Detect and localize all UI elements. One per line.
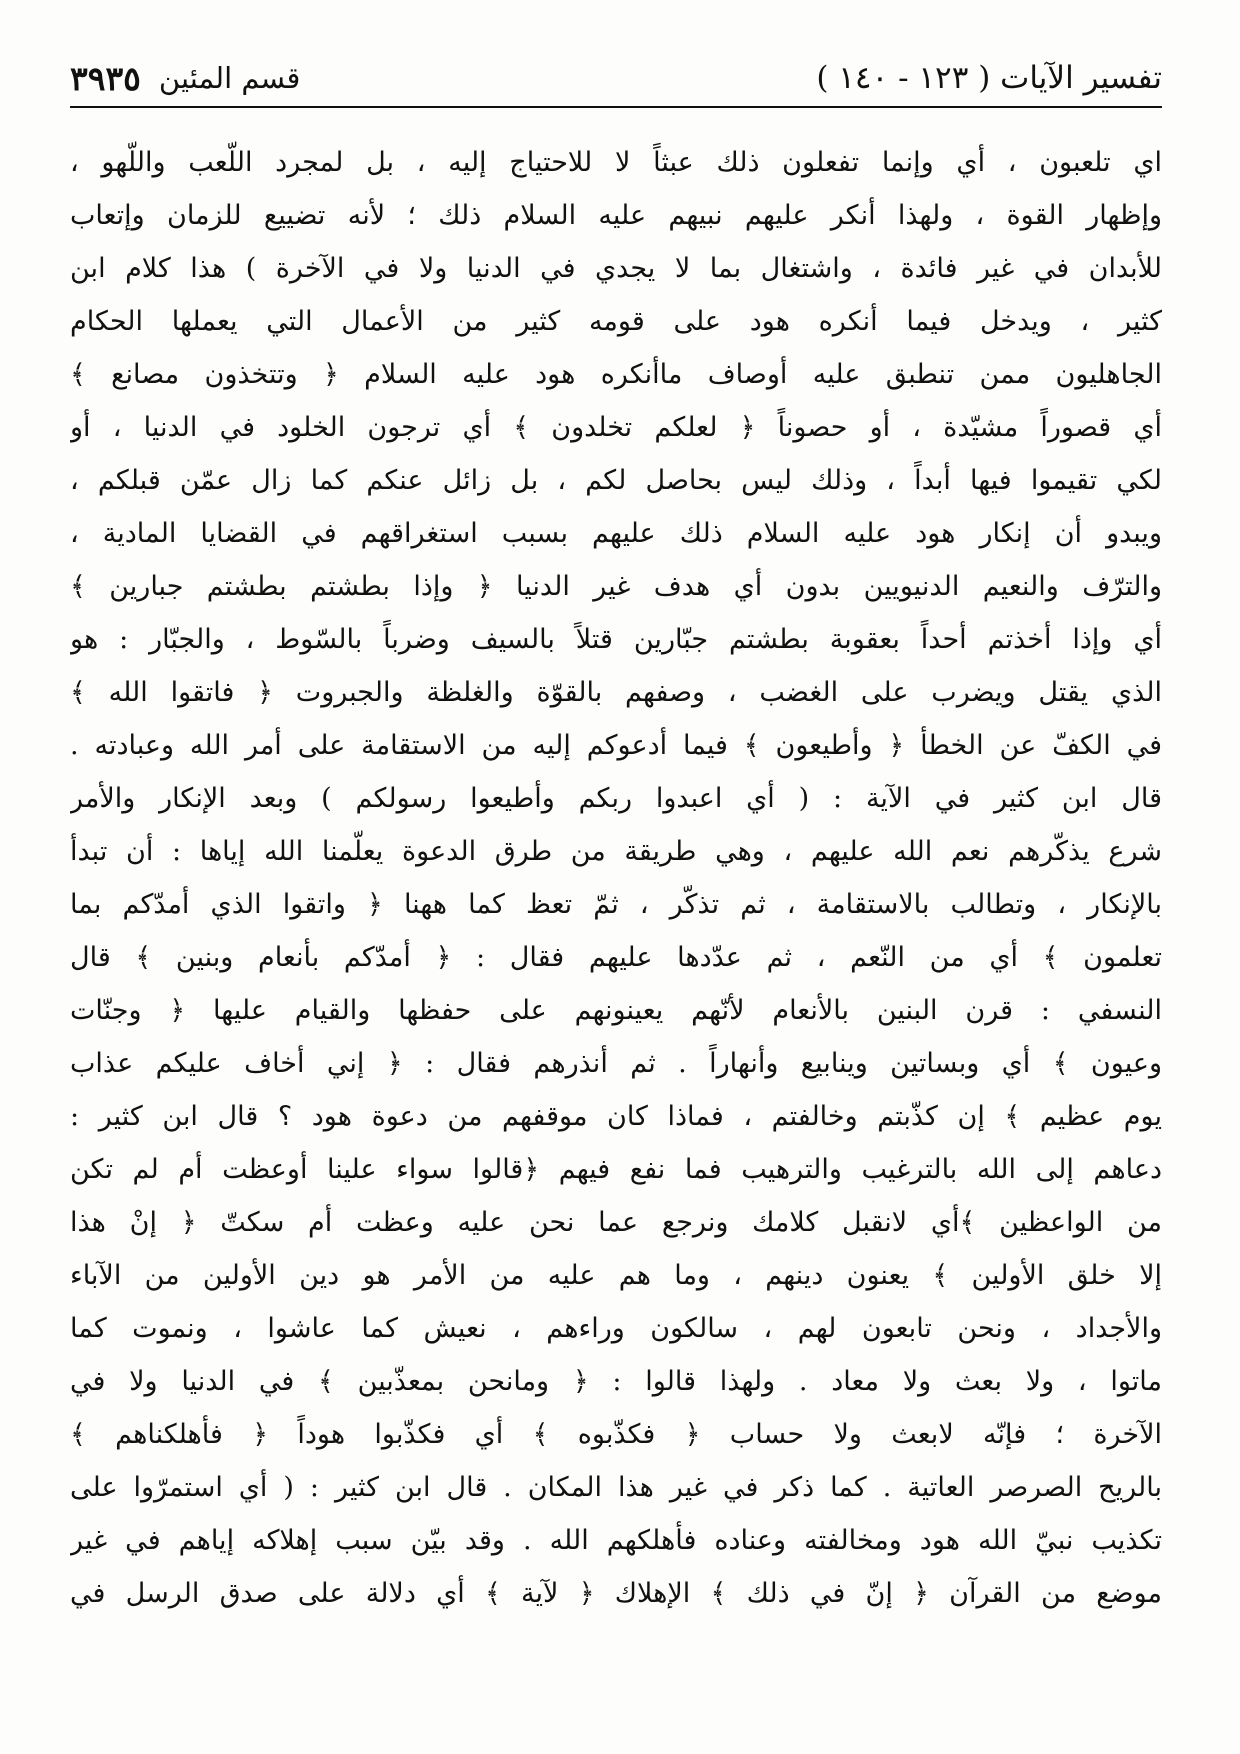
header-section: قسم المئين — [158, 61, 301, 95]
text-line: بالإنكار ، وتطالب بالاستقامة ، ثم تذكّر ، ثمّ تعظ كما ههنا ﴿ واتقوا الذي أمدّكم بما — [70, 889, 1162, 920]
body-text — [70, 136, 1162, 1726]
header-title: تفسير الآيات ( ١٢٣ - ١٤٠ ) — [816, 60, 1162, 96]
text-line: تكذيب نبيّ الله هود ومخالفته وعناده فأهلكهم الله . وقد بيّن سبب إهلاكه إياهم في غير — [70, 1525, 1162, 1556]
text-line: الذي يقتل ويضرب على الغضب ، وصفهم بالقوّة والغلظة والجبروت ﴿ فاتقوا الله ﴾ — [70, 677, 1162, 708]
text-line: من الواعظين ﴾أي لانقبل كلامك ونرجع عما نحن عليه وعظت أم سكتّ ﴿ إنْ هذا — [70, 1207, 1162, 1238]
text-line: قال ابن كثير في الآية : ( أي اعبدوا ربكم وأطيعوا رسولكم ) وبعد الإنكار والأمر — [70, 783, 1162, 814]
text-line: الآخرة ؛ فإنّه لابعث ولا حساب ﴿ فكذّبوه ﴾ أي فكذّبوا هوداً ﴿ فأهلكناهم ﴾ — [70, 1419, 1162, 1450]
text-line: موضع من القرآن ﴿ إنّ في ذلك ﴾ الإهلاك ﴿ لآية ﴾ أي دلالة على صدق الرسل في — [70, 1578, 1162, 1609]
text-line: أي وإذا أخذتم أحداً بعقوبة بطشتم جبّارين قتلاً بالسيف وضرباً بالسّوط ، والجبّار : هو — [70, 624, 1162, 655]
text-line: يوم عظيم ﴾ إن كذّبتم وخالفتم ، فماذا كان موقفهم من دعوة هود ؟ قال ابن كثير : — [70, 1101, 1162, 1132]
text-line: والأجداد ، ونحن تابعون لهم ، سالكون وراءهم ، نعيش كما عاشوا ، ونموت كما — [70, 1313, 1162, 1344]
text-line: شرع يذكّرهم نعم الله عليهم ، وهي طريقة من طرق الدعوة يعلّمنا الله إياها : أن تبدأ — [70, 836, 1162, 867]
text-line: للأبدان في غير فائدة ، واشتغال بما لا يجدي في الدنيا ولا في الآخرة ) هذا كلام ابن — [70, 253, 1162, 284]
page-number: ٣٩٣٥ — [70, 58, 141, 98]
text-line: الجاهليون ممن تنطبق عليه أوصاف ماأنكره هود عليه السلام ﴿ وتتخذون مصانع ﴾ — [70, 359, 1162, 390]
text-line: في الكفّ عن الخطأ ﴿ وأطيعون ﴾ فيما أدعوكم إليه من الاستقامة على أمر الله وعبادته . — [70, 730, 1162, 761]
text-line: دعاهم إلى الله بالترغيب والترهيب فما نفع فيهم ﴿قالوا سواء علينا أوعظت أم لم تكن — [70, 1154, 1162, 1185]
text-line: اي تلعبون ، أي وإنما تفعلون ذلك عبثاً لا للاحتياج إليه ، بل لمجرد اللّعب واللّهو ، — [70, 147, 1162, 178]
text-line: بالريح الصرصر العاتية . كما ذكر في غير هذا المكان . قال ابن كثير : ( أي استمرّوا على — [70, 1472, 1162, 1503]
text-line: النسفي : قرن البنين بالأنعام لأنّهم يعينونهم على حفظها والقيام عليها ﴿ وجنّات — [70, 995, 1162, 1026]
text-line: أي قصوراً مشيّدة ، أو حصوناً ﴿ لعلكم تخلدون ﴾ أي ترجون الخلود في الدنيا ، أو — [70, 412, 1162, 443]
text-line: لكي تقيموا فيها أبداً ، وذلك ليس بحاصل لكم ، بل زائل عنكم كما زال عمّن قبلكم ، — [70, 465, 1162, 496]
header-page-info — [70, 59, 300, 98]
text-line: والترّف والنعيم الدنيويين بدون أي هدف غير الدنيا ﴿ وإذا بطشتم بطشتم جبارين ﴾ — [70, 571, 1162, 602]
text-line: وإظهار القوة ، ولهذا أنكر عليهم نبيهم عليه السلام ذلك ؛ لأنه تضييع للزمان وإتعاب — [70, 200, 1162, 231]
text-line: كثير ، ويدخل فيما أنكره هود على قومه كثير من الأعمال التي يعملها الحكام — [70, 306, 1162, 337]
text-line: ماتوا ، ولا بعث ولا معاد . ولهذا قالوا : ﴿ ومانحن بمعذّبين ﴾ في الدنيا ولا في — [70, 1366, 1162, 1397]
text-line: إلا خلق الأولين ﴾ يعنون دينهم ، وما هم عليه من الأمر هو دين الأولين من الآباء — [70, 1260, 1162, 1291]
running-header — [70, 50, 1162, 106]
header-rule — [70, 106, 1162, 108]
text-line: وعيون ﴾ أي وبساتين وينابيع وأنهاراً . ثم أنذرهم فقال : ﴿ إني أخاف عليكم عذاب — [70, 1048, 1162, 1079]
text-line: تعلمون ﴾ أي من النّعم ، ثم عدّدها عليهم فقال : ﴿ أمدّكم بأنعام وبنين ﴾ قال — [70, 942, 1162, 973]
text-line: ويبدو أن إنكار هود عليه السلام ذلك عليهم بسبب استغراقهم في القضايا المادية ، — [70, 518, 1162, 549]
